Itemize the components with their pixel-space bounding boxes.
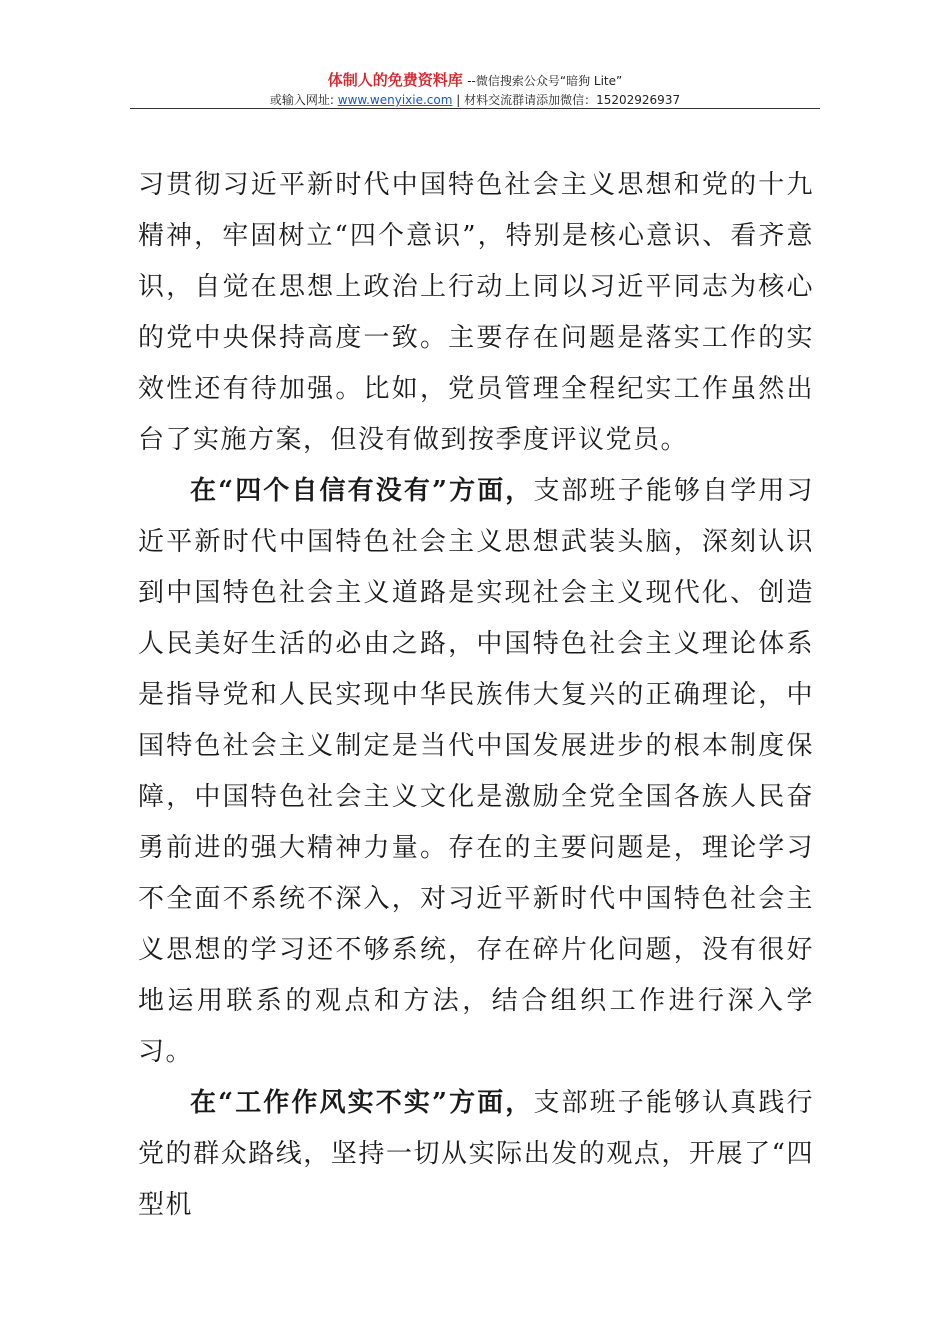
header-contact-line: [130, 91, 820, 109]
contact-info: | 材料交流群请添加微信：15202926937: [456, 93, 681, 107]
page-header: [130, 70, 820, 109]
website-link[interactable]: www.wenyixie.com: [337, 93, 453, 107]
document-body: [138, 160, 814, 1231]
paragraph-1: 习贯彻习近平新时代中国特色社会主义思想和党的十九精神，牢固树立“四个意识”，特别是核心意识、看齐意识，自觉在思想上政治上行动上同以习近平同志为核心的党中央保持高度一致。主要存在问题是落实工作的实效性还有待加强。比如，党员管理全程纪实工作虽然出台了实施方案，但没有做到按季度评议党员。: [138, 170, 814, 455]
header-title-line: [130, 70, 820, 91]
paragraph-3-text: 支部班子能够认真践行党的群众路线，坚持一切从实际出发的观点，开展了“四型机: [138, 1088, 814, 1220]
brand-title: 体制人的免费资料库: [327, 71, 463, 89]
paragraph-3: [138, 1078, 814, 1231]
paragraph-2-text: 支部班子能够自学用习近平新时代中国特色社会主义思想武装头脑，深刻认识到中国特色社会主义道路是实现社会主义现代化、创造人民美好生活的必由之路，中国特色社会主义理论体系是指导党和人民实现中华民族伟大复兴的正确理论，中国特色社会主义制定是当代中国发展进步的根本制度保障，中国特色社会主义文化是激励全党全国各族人民奋勇前进的强大精神力量。存在的主要问题是，理论学习不全面不系统不深入，对习近平新时代中国特色社会主义思想的学习还不够系统，存在碎片化问题，没有很好地运用联系的观点和方法，结合组织工作进行深入学习。: [138, 476, 814, 1067]
paragraph-2: [138, 466, 814, 1078]
brand-tagline: --微信搜索公众号“暗狗 Lite”: [467, 74, 623, 88]
paragraph-3-heading: 在“工作作风实不实”方面，: [190, 1088, 534, 1118]
url-prefix: 或输入网址:: [269, 93, 334, 107]
paragraph-2-heading: 在“四个自信有没有”方面，: [190, 476, 534, 506]
header-divider: [130, 108, 820, 109]
